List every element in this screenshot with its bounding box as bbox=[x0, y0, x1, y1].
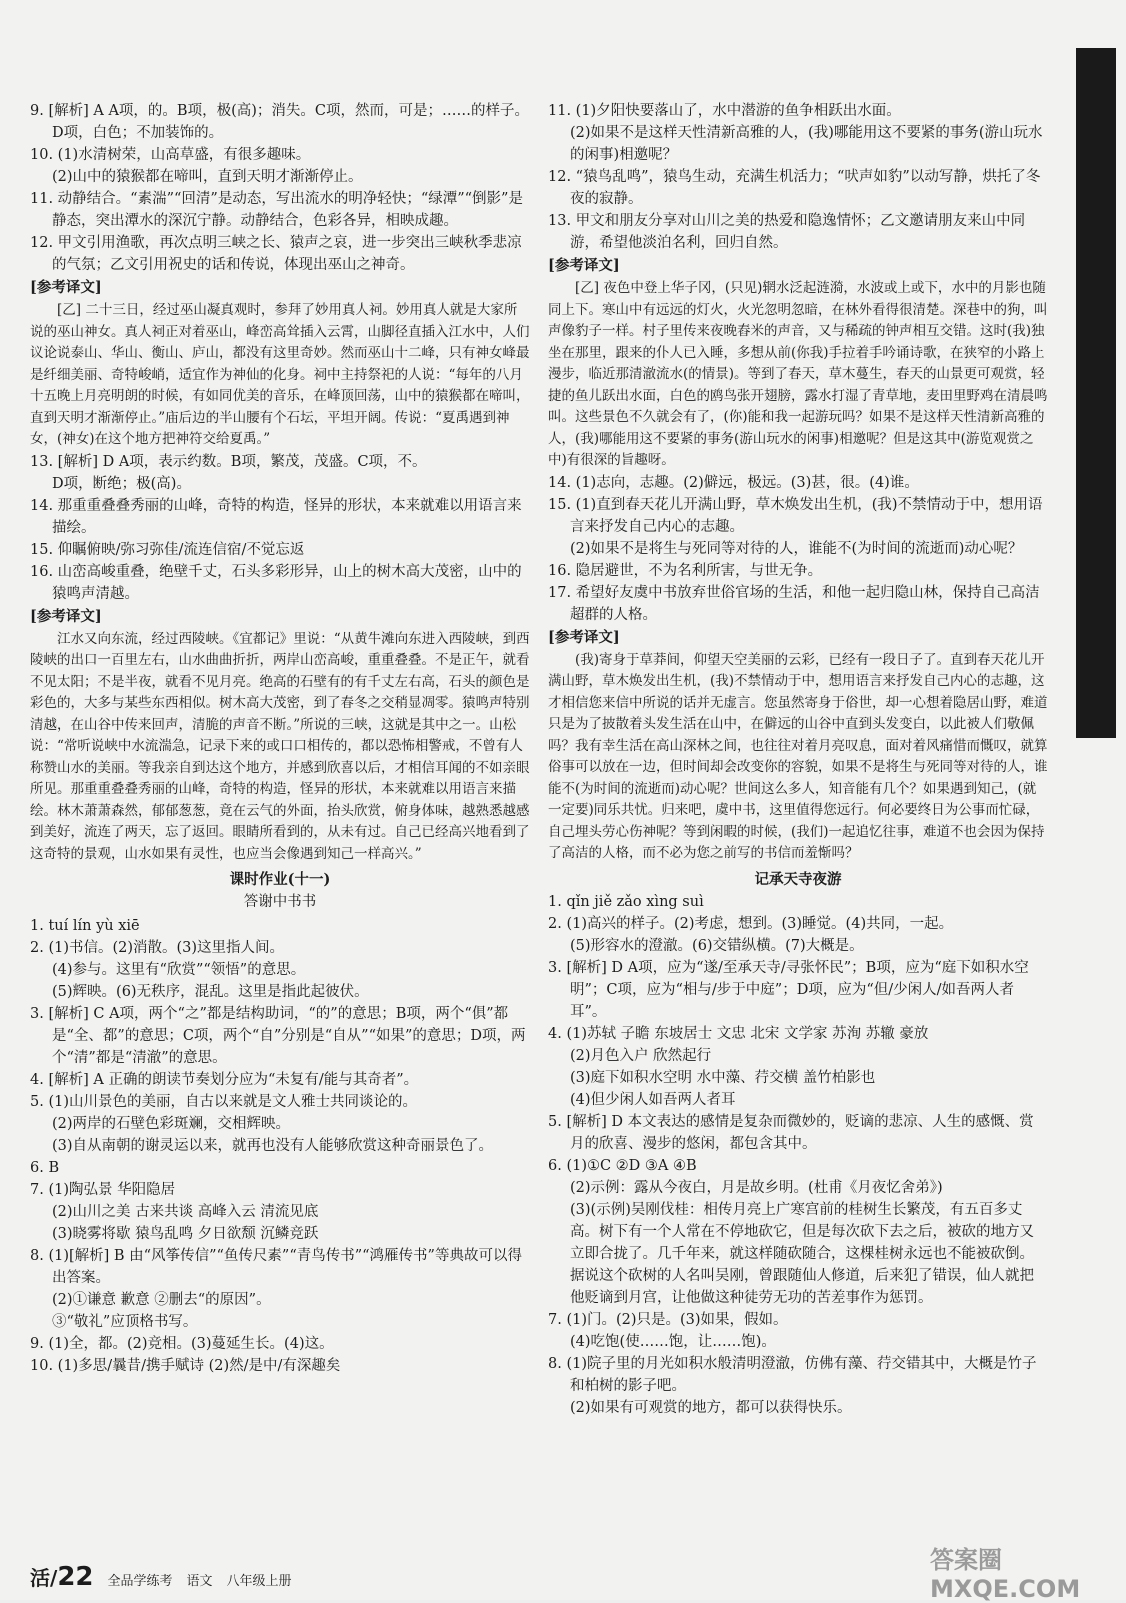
grade-label: 八年级上册 bbox=[226, 1574, 292, 1589]
answer-2-5: (5)辉映。(6)无秩序，混乱。这里是指此起彼伏。 bbox=[52, 984, 369, 1000]
edge-bar bbox=[1076, 48, 1116, 738]
subject-label: 语文 bbox=[186, 1574, 213, 1589]
answer-12: 12. 甲文引用渔歌，再次点明三峡之长、猿声之哀，进一步突出三峡秋季悲凉的气氛；乙文引用祝史的话和传说，体现出巫山之神奇。 bbox=[30, 235, 522, 273]
answer-8-2: (2)①谦意 歉意 ②删去“的原因”。 bbox=[52, 1292, 271, 1308]
reference-translation-heading: [参考译文] bbox=[548, 628, 620, 646]
page-number: 活/22 bbox=[30, 1562, 94, 1592]
reference-translation-heading: [参考译文] bbox=[30, 279, 102, 296]
answer-12: 12. “猿鸟乱鸣”，猿鸟生动，充满生机活力；“吠声如豹”以动写静，烘托了冬夜的寂静。 bbox=[548, 169, 1041, 207]
answer-16: 16. 隐居避世，不为名利所害，与世无争。 bbox=[548, 562, 823, 579]
answer-10-2: (2)山中的猿猴都在啼叫，直到天明才渐渐停止。 bbox=[52, 169, 363, 185]
answer-8-3: ③“敬礼”应顶格书写。 bbox=[52, 1314, 198, 1330]
answer-5: 5. [解析] D 本文表达的感情是复杂而微妙的，贬谪的悲凉、人生的感慨、赏月的欣喜、漫步的悠闲，都包含其中。 bbox=[548, 1113, 1034, 1152]
reference-translation-heading: [参考译文] bbox=[30, 607, 102, 625]
right-column bbox=[548, 100, 1048, 1419]
answer-5-3: (3)自从南朝的谢灵运以来，就再也没有人能够欣赏这种奇丽景色了。 bbox=[52, 1138, 494, 1154]
watermark-logo: 答案圈 MXQE.COM bbox=[930, 1546, 1081, 1603]
answer-1: 1. tuí lín yù xiē bbox=[30, 918, 140, 934]
lesson-title: 答谢中书书 bbox=[243, 894, 317, 910]
answer-15: 15. (1)直到春天花儿开满山野，草木焕发出生机，(我)不禁情动于中，想用语言来抒发自己内心的志趣。 bbox=[548, 496, 1043, 535]
answer-10: 10. (1)多思/曩昔/携手赋诗 (2)然/是中/有深趣矣 bbox=[30, 1358, 341, 1374]
answer-1: 1. qǐn jiě zǎo xìng suì bbox=[548, 893, 704, 910]
answer-14: 14. (1)志向，志趣。(2)僻远，极远。(3)甚，很。(4)谁。 bbox=[548, 474, 919, 491]
answer-3: 3. [解析] D A项，应为“遂/至承天寺/寻张怀民”；B项，应为“庭下如积水空明”；C项，应为“相与/步于中庭”；D项，应为“但/少闲人/如吾两人者耳”。 bbox=[548, 959, 1029, 1020]
answer-11-2: (2)如果不是这样天性清新高雅的人，(我)哪能用这不要紧的事务(游山玩水的闲事)相邀呢？ bbox=[570, 125, 1043, 163]
answer-4-4: (4)但少闲人如吾两人者耳 bbox=[570, 1091, 736, 1108]
answer-5-2: (2)两岸的石壁色彩斑斓，交相辉映。 bbox=[52, 1116, 291, 1132]
answer-4-3: (3)庭下如积水空明 水中藻、荇交横 盖竹柏影也 bbox=[570, 1069, 876, 1086]
answer-4-2: (2)月色入户 欣然起行 bbox=[570, 1047, 712, 1064]
answer-17: 17. 希望好友虞中书放弃世俗官场的生活，和他一起归隐山林，保持自己高洁超群的人格。 bbox=[548, 584, 1040, 623]
answer-13: 13. 甲文和朋友分享对山川之美的热爱和隐逸情怀；乙文邀请朋友来山中同游，希望他淡泊名利，回归自然。 bbox=[548, 213, 1026, 251]
answer-7: 7. (1)陶弘景 华阳隐居 bbox=[30, 1182, 176, 1198]
answer-8: 8. (1)[解析] B 由“风筝传信”“鱼传尺素”“青鸟传书”“鸿雁传书”等典故可以得出答案。 bbox=[30, 1248, 522, 1286]
answer-4: 4. [解析] A 正确的朗读节奏划分应为“未复有/能与其奇者”。 bbox=[30, 1072, 419, 1088]
translation-text: [乙] 夜色中登上华子冈，(只见)辋水泛起涟漪，水波或上或下，水中的月影也随同上下。寒山中有远远的灯火，火光忽明忽暗，在林外看得很清楚。深巷中的狗，叫声像豹子一样。村子里传来夜晚舂米的声音，又与稀疏的钟声相互交错。这时(我)独坐在那里，跟来的仆人已入睡，多想从前(你我)手拉着手吟诵诗歌，在狭窄的小路上漫步，临近那清澈流水(的情景)。等到了春天，草木蔓生，春天的山景更可观赏，轻捷的鱼儿跃出水面，白色的鸥鸟张开翅膀，露水打湿了青草地，麦田里野鸡在清晨鸣叫。这些景色不久就会有了，(你)能和我一起游玩吗？如果不是这样天性清新高雅的人，(我)哪能用这不要紧的事务(游山玩水的闲事)相邀呢？但是这其中(游览观赏之中)有很深的旨趣呀。 bbox=[548, 280, 1048, 468]
reference-translation-heading: [参考译文] bbox=[548, 257, 620, 274]
answer-2: 2. (1)书信。(2)消散。(3)这里指人间。 bbox=[30, 940, 285, 956]
answer-2-4: (4)参与。这里有“欣赏”“领悟”的意思。 bbox=[52, 962, 306, 978]
answer-7-3: (3)晓雾将歇 猿鸟乱鸣 夕日欲颓 沉鳞竞跃 bbox=[52, 1226, 319, 1242]
answer-7-4: (4)吃饱(使……饱，让……饱)。 bbox=[570, 1333, 776, 1350]
answer-13-d: D项，断绝；极(高)。 bbox=[52, 475, 191, 492]
answer-3: 3. [解析] C A项，两个“之”都是结构助词，“的”的意思；B项，两个“俱”都是“全、都”的意思；C项，两个“自”分别是“自从”“如果”的意思；D项，两个“清”都是“清澈”的意思。 bbox=[30, 1006, 526, 1066]
answer-2-5: (5)形容水的澄澈。(6)交错纵横。(7)大概是。 bbox=[570, 937, 864, 954]
answer-9: 9. [解析] A A项，的。B项，极(高)；消失。C项，然而，可是；……的样子。D项，白色；不加装饰的。 bbox=[30, 103, 529, 141]
answer-9: 9. (1)全，都。(2)竞相。(3)蔓延生长。(4)这。 bbox=[30, 1336, 334, 1352]
answer-11: 11. (1)夕阳快要落山了，水中潜游的鱼争相跃出水面。 bbox=[548, 103, 901, 119]
answer-7-2: (2)山川之美 古来共谈 高峰入云 清流见底 bbox=[52, 1204, 319, 1220]
brand-name: 全品学练考 bbox=[107, 1574, 173, 1589]
answer-8-2: (2)如果有可观赏的地方，都可以获得快乐。 bbox=[570, 1399, 852, 1416]
left-column bbox=[30, 100, 530, 1377]
answer-15-2: (2)如果不是将生与死同等对待的人，谁能不(为时间的流逝而)动心呢？ bbox=[570, 540, 1023, 557]
answer-6-2: (2)示例：露从今夜白，月是故乡明。(杜甫《月夜忆舍弟》) bbox=[570, 1179, 943, 1196]
answer-6: 6. (1)①C ②D ③A ④B bbox=[548, 1157, 697, 1174]
answer-13: 13. [解析] D A项，表示约数。B项，繁茂，茂盛。C项，不。 bbox=[30, 453, 427, 470]
answer-4: 4. (1)苏轼 子瞻 东坡居士 文忠 北宋 文学家 苏洵 苏辙 豪放 bbox=[548, 1025, 929, 1042]
answer-6-3: (3)(示例)吴刚伐桂：相传月亮上广寒宫前的桂树生长繁茂，有五百多丈高。树下有一个人常在不停地砍它，但是每次砍下去之后，被砍的地方又立即合拢了。几千年来，就这样随砍随合，这棵桂树永远也不能被砍倒。据说这个砍树的人名叫吴刚，曾跟随仙人修道，后来犯了错误，仙人就把他贬谪到月宫，让他做这种徒劳无功的苦差事作为惩罚。 bbox=[570, 1201, 1034, 1306]
answer-5: 5. (1)山川景色的美丽，自古以来就是文人雅士共同谈论的。 bbox=[30, 1094, 417, 1110]
answer-6: 6. B bbox=[30, 1160, 60, 1176]
answer-10: 10. (1)水清树荣，山高草盛，有很多趣味。 bbox=[30, 147, 311, 163]
answer-11: 11. 动静结合。“素湍”“回清”是动态，写出流水的明净轻快；“绿潭”“倒影”是静态，突出潭水的深沉宁静。动静结合，色彩各异，相映成趣。 bbox=[30, 191, 523, 229]
translation-text: [乙] 二十三日，经过巫山凝真观时，参拜了妙用真人祠。妙用真人就是大家所说的巫山神女。真人祠正对着巫山，峰峦高耸插入云霄，山脚径直插入江水中，人们议论说泰山、华山、衡山、庐山，都没有这里奇妙。然而巫山十二峰，只有神女峰最是纤细美丽、奇特峻峭，适宜作为神仙的化身。祠中主持祭祀的人说：“每年的八月十五晚上月亮明朗的时候，有如同优美的音乐，在峰顶回荡，山中的猿猴都在啼叫，直到天明才渐渐停止。”庙后边的半山腰有个石坛，平坦开阔。传说：“夏禹遇到神女，(神女)在这个地方把神符交给夏禹。” bbox=[30, 302, 530, 447]
answer-8: 8. (1)院子里的月光如积水般清明澄澈，仿佛有藻、荇交错其中，大概是竹子和柏树的影子吧。 bbox=[548, 1355, 1037, 1394]
page-footer bbox=[30, 1562, 292, 1592]
lesson-title: 记承天寺夜游 bbox=[754, 870, 842, 888]
answer-2: 2. (1)高兴的样子。(2)考虑，想到。(3)睡觉。(4)共同，一起。 bbox=[548, 915, 954, 932]
translation-text: 江水又向东流，经过西陵峡。《宜都记》里说：“从黄牛滩向东进入西陵峡，到西陵峡的出口一百里左右，山水曲曲折折，两岸山峦高峻，重重叠叠。不是正午，就看不见太阳；不是半夜，就看不见月亮。绝高的石壁有的有千丈左右高，石头的颜色是彩色的，大多与某些东西相似。树木高大茂密，到了春冬之交稍显凋零。猿鸣声特别清越，在山谷中传来回声，清脆的声音不断。”所说的三峡，这就是其中之一。山松说：“常听说峡中水流湍急，记录下来的或口口相传的，都以恐怖相警戒，不曾有人称赞山水的美丽。等我亲自到达这个地方，并感到欣喜以后，才相信耳闻的不如亲眼所见。那重重叠叠秀丽的山峰，奇特的构造，怪异的形状，本来就难以用语言来描绘。林木萧萧森然，郁郁葱葱，竟在云气的外面，抬头欣赏，俯身体味，越熟悉越感到美好，流连了两天，忘了返回。眼睛所看到的，从未有过。自己已经高兴地看到了这奇特的景观，山水如果有灵性，也应当会像遇到知己一样高兴。” bbox=[30, 630, 530, 862]
answer-15: 15. 仰瞩俯映/弥习弥佳/流连信宿/不觉忘返 bbox=[30, 541, 305, 558]
answer-7: 7. (1)门。(2)只是。(3)如果，假如。 bbox=[548, 1311, 788, 1328]
answer-14: 14. 那重重叠叠秀丽的山峰，奇特的构造，怪异的形状，本来就难以用语言来描绘。 bbox=[30, 497, 522, 536]
answer-16: 16. 山峦高峻重叠，绝壁千丈，石头多彩形异，山上的树木高大茂密，山中的猿鸣声清越。 bbox=[30, 563, 522, 602]
section-title: 课时作业(十一) bbox=[229, 871, 331, 888]
translation-text: (我)寄身于草莽间，仰望天空美丽的云彩，已经有一段日子了。直到春天花儿开满山野，草木焕发出生机，(我)不禁情动于中，想用语言来抒发自己内心的志趣，这才相信您来信中所说的话并无虚言。您虽然寄身于俗世，却一心想着隐居山野，难道只是为了披散着头发生活在山中，在僻远的山谷中直到头发变白，以此被人们敬佩吗？我有幸生活在高山深林之间，也往往对着月亮叹息，面对着风痛惜而慨叹，就算俗事可以放在一边，但时间却会改变你的容貌，如果不是将生与死同等对待的人，谁能不(为时间的流逝而)动心呢？世间这么多人，知音能有几个？如果遇到知己，(就一定要)同乐共忧。归来吧，虞中书，这里值得您远行。何必要终日为公事而忙碌，自己埋头劳心伤神呢？等到闲暇的时候，(我们)一起追忆往事，难道不也会因为保持了高洁的人格，而不必为您之前写的书信而羞惭吗？ bbox=[548, 651, 1048, 861]
